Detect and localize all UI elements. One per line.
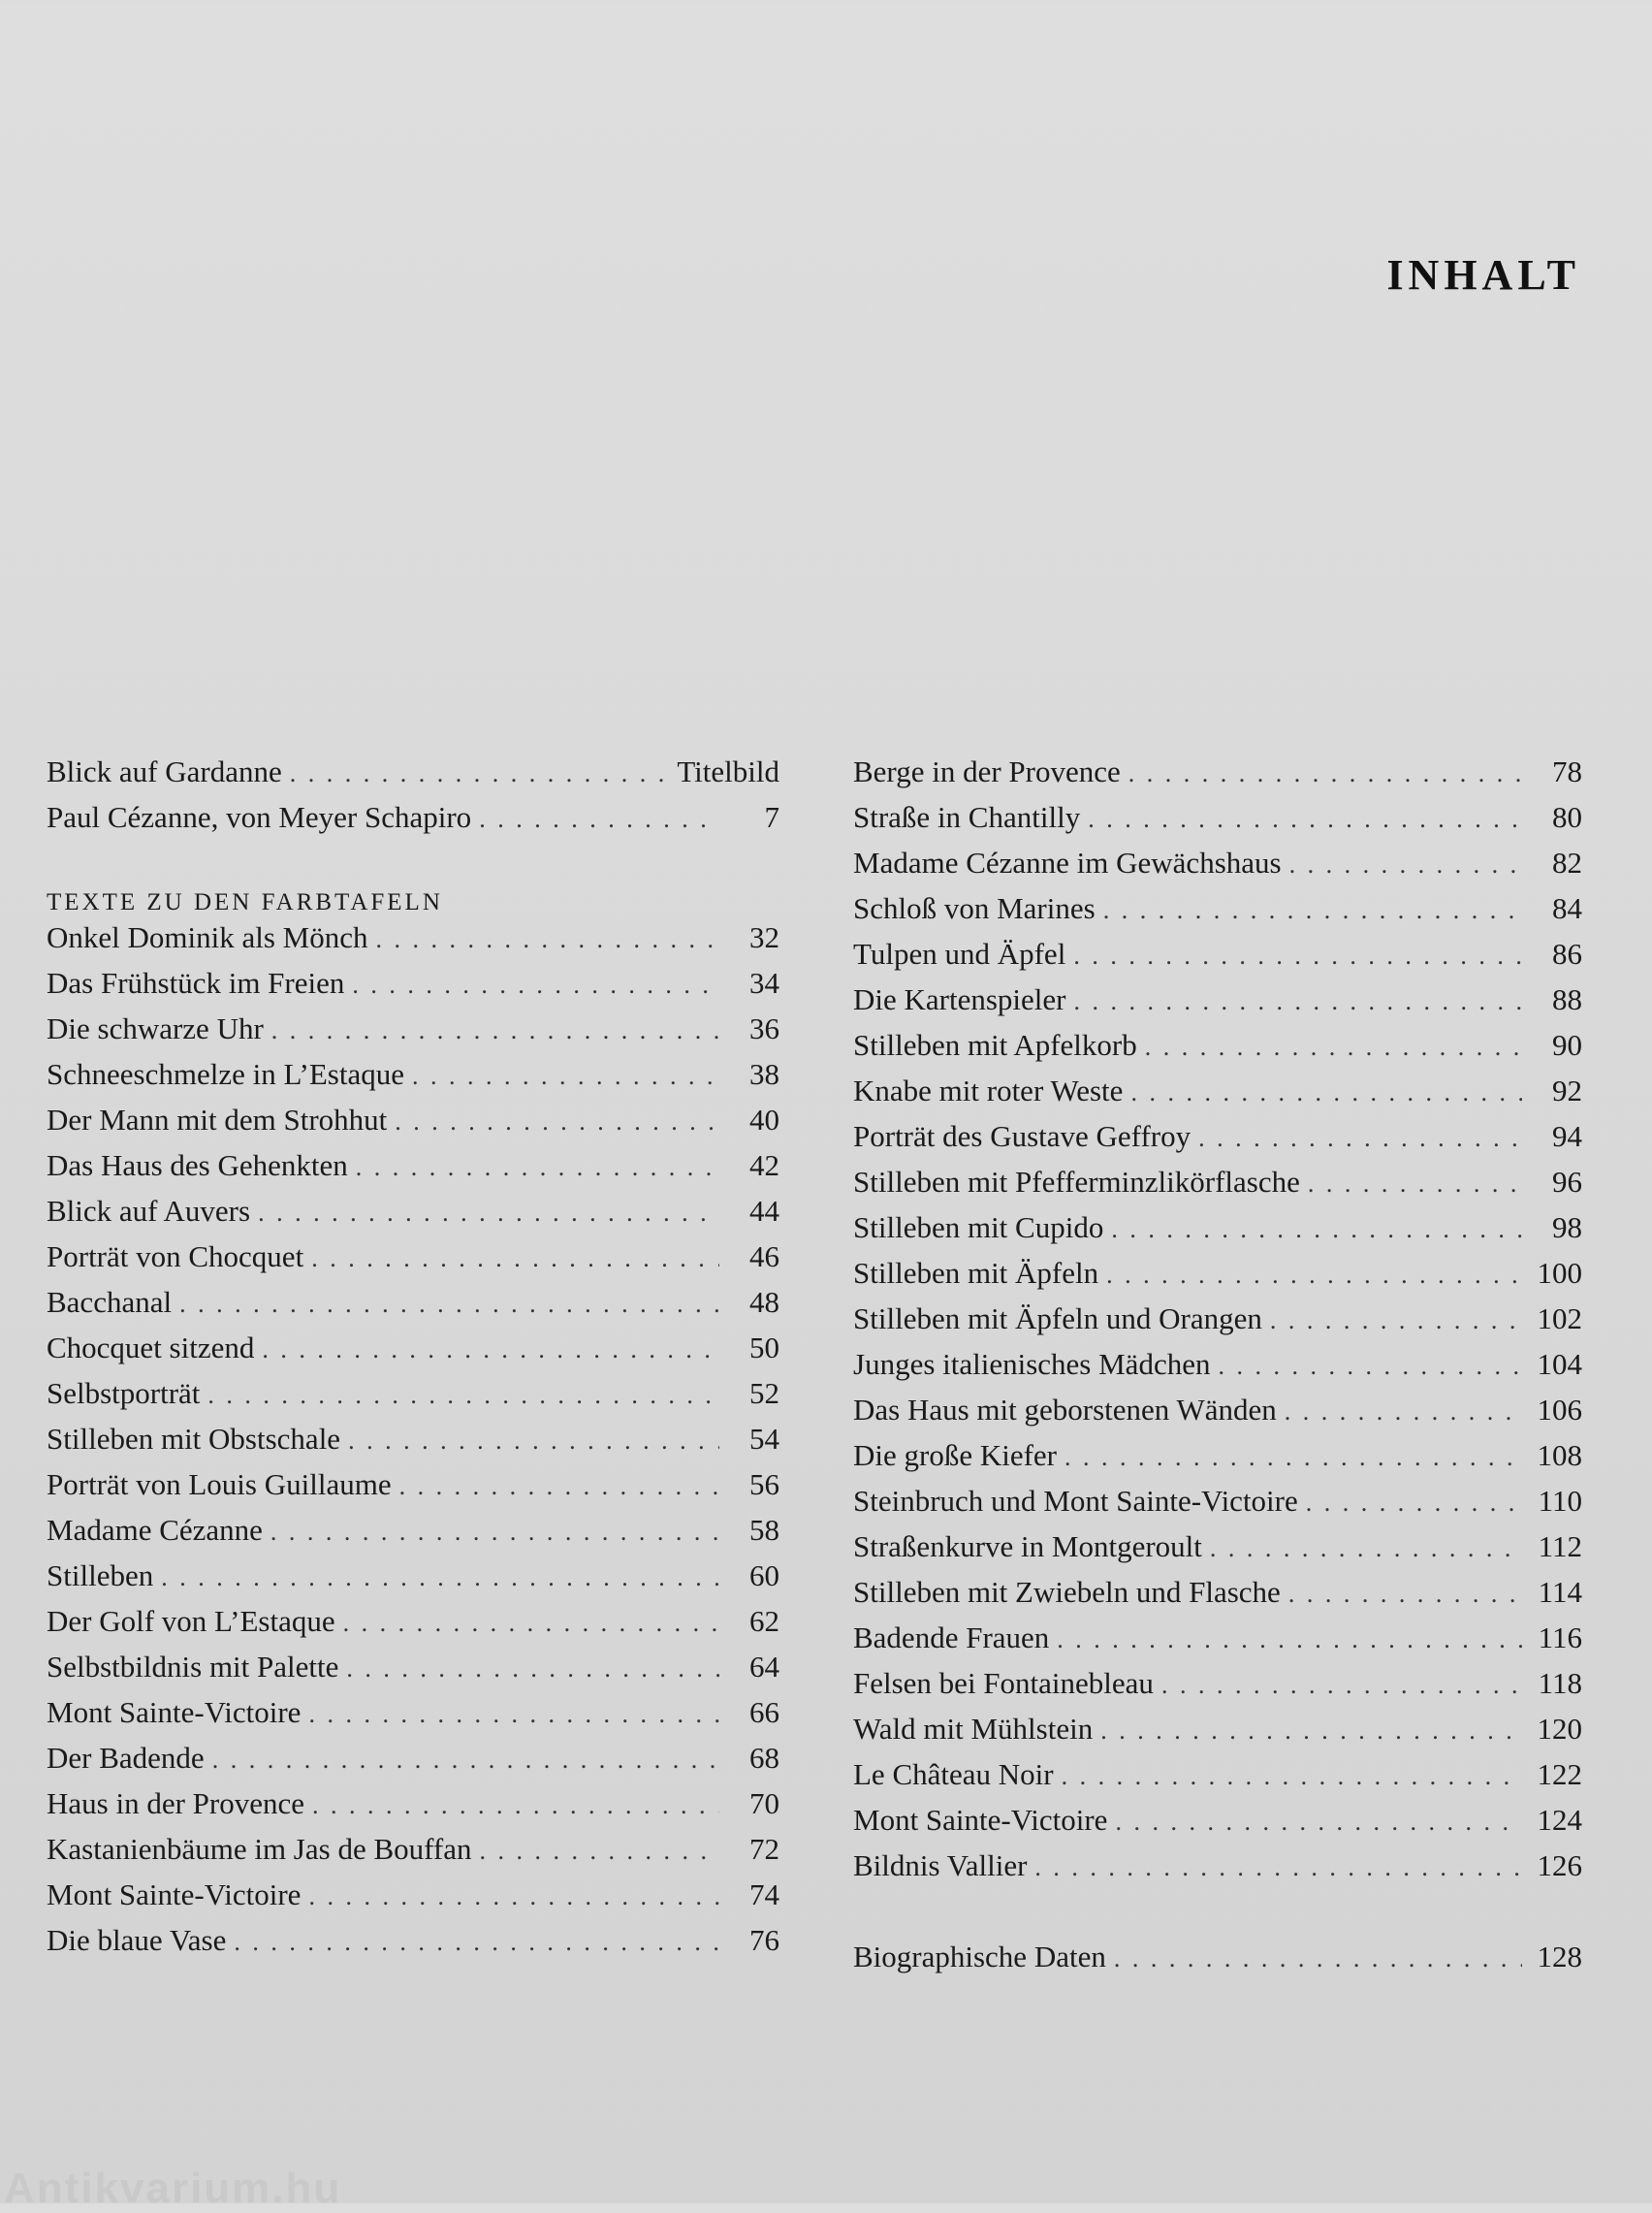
entry-title: Bacchanal: [47, 1285, 173, 1319]
toc-entry: [853, 1757, 1582, 1803]
entry-title: Paul Cézanne, von Meyer Schapiro: [47, 800, 472, 834]
dot-leader: [395, 1107, 719, 1137]
entry-page: 52: [749, 1376, 779, 1410]
entry-page: 46: [749, 1239, 779, 1273]
dot-leader: [412, 1062, 719, 1091]
entry-title: Bildnis Vallier: [853, 1848, 1028, 1882]
entry-title: Porträt des Gustave Geffroy: [853, 1119, 1191, 1153]
entry-page: 40: [749, 1103, 779, 1137]
entry-page: 98: [1552, 1210, 1582, 1244]
entry-title: Die blaue Vase: [47, 1923, 227, 1957]
entry-page: 68: [749, 1741, 779, 1775]
toc-entry: [47, 1376, 779, 1422]
entry-page: 118: [1538, 1666, 1582, 1700]
entry-title: Das Frühstück im Freien: [47, 966, 345, 1000]
toc-entry: [47, 1650, 779, 1695]
dot-leader: [1100, 1716, 1522, 1746]
entry-page: 122: [1537, 1757, 1582, 1791]
entry-page: 60: [749, 1558, 779, 1592]
entry-title: Porträt von Chocquet: [47, 1239, 304, 1273]
toc-entry: [853, 754, 1582, 800]
entry-title: Straße in Chantilly: [853, 800, 1081, 834]
dot-leader: [1306, 1489, 1522, 1518]
toc-entry: [47, 1558, 779, 1604]
toc-entry: [853, 800, 1582, 846]
entry-title: Knabe mit roter Weste: [853, 1074, 1124, 1107]
dot-leader: [1270, 1306, 1522, 1335]
entry-title: Madame Cézanne im Gewächshaus: [853, 846, 1282, 880]
toc-entry: [47, 1011, 779, 1057]
entry-title: Madame Cézanne: [47, 1513, 263, 1547]
entry-title: Stilleben: [47, 1558, 154, 1592]
toc-entry-biography: [853, 1940, 1582, 1985]
toc-entry: [47, 1194, 779, 1239]
entry-title: Der Mann mit dem Strohhut: [47, 1103, 388, 1137]
toc-entry: [853, 1210, 1582, 1256]
entry-title: Berge in der Provence: [853, 754, 1121, 788]
entry-title: Stilleben mit Cupido: [853, 1210, 1104, 1244]
entry-page: 86: [1552, 937, 1582, 971]
entry-title: Stilleben mit Pfefferminzlikörflasche: [853, 1165, 1300, 1199]
toc-entry: [47, 1923, 779, 1969]
toc-entry: [47, 1513, 779, 1558]
toc-entry: [853, 1301, 1582, 1347]
entry-title: Badende Frauen: [853, 1620, 1050, 1654]
watermark: Antikvarium.hu: [4, 2165, 342, 2212]
entry-page: 82: [1552, 846, 1582, 880]
entry-page: 56: [749, 1467, 779, 1501]
dot-leader: [1218, 1352, 1522, 1381]
toc-entry: [853, 1529, 1582, 1575]
toc-entry: [47, 1422, 779, 1467]
dot-leader: [1103, 896, 1522, 925]
toc-entry: [47, 800, 779, 846]
dot-leader: [1073, 987, 1522, 1016]
toc-entry: [47, 1832, 779, 1877]
page-title: INHALT: [1386, 251, 1580, 299]
entry-title: Stilleben mit Apfelkorb: [853, 1028, 1137, 1062]
entry-title: Junges italienisches Mädchen: [853, 1347, 1211, 1381]
entry-page: 128: [1537, 1940, 1582, 1973]
dot-leader: [262, 1335, 719, 1364]
entry-page: 50: [749, 1331, 779, 1364]
toc-entry: [853, 1848, 1582, 1894]
toc-entry: [853, 1119, 1582, 1165]
entry-title: Straßenkurve in Montgeroult: [853, 1529, 1202, 1563]
toc-entry: [853, 1712, 1582, 1757]
entry-page: 116: [1538, 1620, 1582, 1654]
entry-page: 114: [1538, 1575, 1582, 1609]
dot-leader: [308, 1882, 719, 1911]
entry-title: Mont Sainte-Victoire: [47, 1877, 302, 1911]
toc-entry: [853, 1484, 1582, 1529]
entry-page: 64: [749, 1650, 779, 1684]
dot-leader: [352, 971, 719, 1000]
entry-title: Der Golf von L’Estaque: [47, 1604, 335, 1638]
dot-leader: [376, 925, 720, 954]
dot-leader: [179, 1290, 719, 1319]
toc-entry: [47, 1695, 779, 1741]
entry-page: 44: [749, 1194, 779, 1228]
dot-leader: [1198, 1124, 1522, 1153]
toc-entry: [853, 1393, 1582, 1438]
dot-leader: [1161, 1671, 1522, 1700]
entry-title: Die Kartenspieler: [853, 982, 1066, 1016]
dot-leader: [1128, 759, 1522, 788]
toc-entry: [853, 982, 1582, 1028]
entry-page: 54: [749, 1422, 779, 1456]
dot-leader: [1115, 1808, 1522, 1837]
entry-title: Die schwarze Uhr: [47, 1011, 264, 1045]
entry-title: Le Château Noir: [853, 1757, 1054, 1791]
dot-leader: [479, 805, 719, 834]
entry-page: 48: [749, 1285, 779, 1319]
dot-leader: [207, 1381, 719, 1410]
entry-page: 108: [1537, 1438, 1582, 1472]
dot-leader: [479, 1837, 719, 1866]
dot-leader: [1114, 1944, 1522, 1973]
entry-title: Haus in der Provence: [47, 1786, 304, 1820]
entry-page: 80: [1552, 800, 1582, 834]
dot-leader: [271, 1016, 719, 1045]
dot-leader: [1145, 1033, 1522, 1062]
entry-page: 42: [749, 1148, 779, 1182]
entry-title: Mont Sainte-Victoire: [853, 1803, 1108, 1837]
entry-title: Biographische Daten: [853, 1940, 1106, 1973]
entry-page: 100: [1537, 1256, 1582, 1290]
entry-title: Stilleben mit Obstschale: [47, 1422, 341, 1456]
dot-leader: [343, 1609, 719, 1638]
entry-title: Onkel Dominik als Mönch: [47, 920, 368, 954]
dot-leader: [290, 759, 668, 788]
dot-leader: [1073, 942, 1522, 971]
entry-title: Wald mit Mühlstein: [853, 1712, 1094, 1746]
entry-page: Titelbild: [677, 754, 779, 788]
entry-title: Mont Sainte-Victoire: [47, 1695, 302, 1729]
dot-leader: [1130, 1078, 1522, 1107]
toc-entry: [853, 891, 1582, 937]
toc-entry: [853, 1620, 1582, 1666]
entry-page: 104: [1537, 1347, 1582, 1381]
entry-page: 124: [1537, 1803, 1582, 1837]
toc-entry: [47, 920, 779, 966]
entry-page: 90: [1552, 1028, 1582, 1062]
entry-page: 110: [1538, 1484, 1582, 1518]
toc-entry: [47, 1239, 779, 1285]
entry-page: 106: [1537, 1393, 1582, 1427]
entry-page: 66: [749, 1695, 779, 1729]
entry-title: Chocquet sitzend: [47, 1331, 255, 1364]
dot-leader: [1288, 1580, 1522, 1609]
dot-leader: [1106, 1261, 1522, 1290]
entry-title: Schloß von Marines: [853, 891, 1096, 925]
dot-leader: [270, 1518, 719, 1547]
entry-title: Tulpen und Äpfel: [853, 937, 1066, 971]
toc-entry: [47, 966, 779, 1011]
entry-title: Das Haus des Gehenkten: [47, 1148, 348, 1182]
entry-title: Kastanienbäume im Jas de Bouffan: [47, 1832, 472, 1866]
dot-leader: [312, 1791, 719, 1820]
entry-page: 74: [749, 1877, 779, 1911]
dot-leader: [1034, 1853, 1522, 1882]
entry-page: 112: [1538, 1529, 1582, 1563]
entry-title: Steinbruch und Mont Sainte-Victoire: [853, 1484, 1298, 1518]
entry-page: 58: [749, 1513, 779, 1547]
toc-entry: [853, 1074, 1582, 1119]
entry-title: Stilleben mit Äpfeln und Orangen: [853, 1301, 1262, 1335]
toc-entry: [47, 754, 779, 800]
dot-leader: [161, 1563, 719, 1592]
dot-leader: [1088, 805, 1522, 834]
entry-page: 84: [1552, 891, 1582, 925]
toc-entry: [853, 1803, 1582, 1848]
dot-leader: [311, 1244, 719, 1273]
entry-page: 34: [749, 966, 779, 1000]
dot-leader: [1064, 1443, 1522, 1472]
entry-page: 38: [749, 1057, 779, 1091]
entry-title: Die große Kiefer: [853, 1438, 1058, 1472]
dot-leader: [1111, 1215, 1522, 1244]
toc-entry: [47, 1057, 779, 1103]
dot-leader: [1062, 1762, 1522, 1791]
entry-title: Blick auf Gardanne: [47, 754, 282, 788]
dot-leader: [1057, 1625, 1522, 1654]
entry-title: Schneeschmelze in L’Estaque: [47, 1057, 405, 1091]
entry-page: 126: [1537, 1848, 1582, 1882]
dot-leader: [356, 1153, 719, 1182]
entry-page: 76: [749, 1923, 779, 1957]
toc-entry: [853, 1165, 1582, 1210]
toc-entry: [853, 1347, 1582, 1393]
dot-leader: [258, 1199, 719, 1228]
dot-leader: [1285, 1397, 1522, 1427]
toc-right-column: [853, 754, 1582, 1985]
dot-leader: [346, 1654, 719, 1684]
entry-title: Der Badende: [47, 1741, 205, 1775]
toc-entry: [47, 1604, 779, 1650]
entry-page: 32: [749, 920, 779, 954]
toc-entry: [47, 1285, 779, 1331]
entry-page: 88: [1552, 982, 1582, 1016]
dot-leader: [1289, 850, 1522, 880]
entry-title: Selbstbildnis mit Palette: [47, 1650, 339, 1684]
entry-page: 62: [749, 1604, 779, 1638]
toc-entry: [47, 1877, 779, 1923]
entry-page: 92: [1552, 1074, 1582, 1107]
toc-entry: [853, 1575, 1582, 1620]
entry-page: 70: [749, 1786, 779, 1820]
entry-title: Porträt von Louis Guillaume: [47, 1467, 392, 1501]
toc-entry: [47, 1331, 779, 1376]
entry-page: 96: [1552, 1165, 1582, 1199]
entry-title: Blick auf Auvers: [47, 1194, 251, 1228]
entry-page: 120: [1537, 1712, 1582, 1746]
entry-page: 7: [764, 800, 779, 834]
toc-entry: [853, 937, 1582, 982]
toc-left-column: [47, 754, 779, 1969]
dot-leader: [212, 1746, 719, 1775]
toc-entry: [47, 1103, 779, 1148]
dot-leader: [308, 1700, 719, 1729]
entry-title: Stilleben mit Äpfeln: [853, 1256, 1099, 1290]
dot-leader: [399, 1472, 719, 1501]
entry-title: Felsen bei Fontainebleau: [853, 1666, 1154, 1700]
dot-leader: [234, 1928, 719, 1957]
toc-entry: [853, 846, 1582, 891]
entry-title: Selbstporträt: [47, 1376, 201, 1410]
toc-entry: [853, 1256, 1582, 1301]
toc-entry: [853, 1028, 1582, 1074]
toc-entry: [47, 1741, 779, 1786]
entry-page: 72: [749, 1832, 779, 1866]
entry-page: 94: [1552, 1119, 1582, 1153]
entry-page: 78: [1552, 754, 1582, 788]
spacer: [853, 1894, 1582, 1940]
toc-entry: [47, 1467, 779, 1513]
entry-title: Stilleben mit Zwiebeln und Flasche: [853, 1575, 1281, 1609]
toc-entry: [47, 1786, 779, 1832]
entry-title: Das Haus mit geborstenen Wänden: [853, 1393, 1277, 1427]
dot-leader: [1210, 1534, 1522, 1563]
dot-leader: [348, 1427, 719, 1456]
section-heading: TEXTE ZU DEN FARBTAFELN: [47, 889, 443, 915]
dot-leader: [1308, 1170, 1522, 1199]
toc-entry: [853, 1438, 1582, 1484]
entry-page: 102: [1537, 1301, 1582, 1335]
toc-entry: [853, 1666, 1582, 1712]
toc-entry: [47, 1148, 779, 1194]
entry-page: 36: [749, 1011, 779, 1045]
